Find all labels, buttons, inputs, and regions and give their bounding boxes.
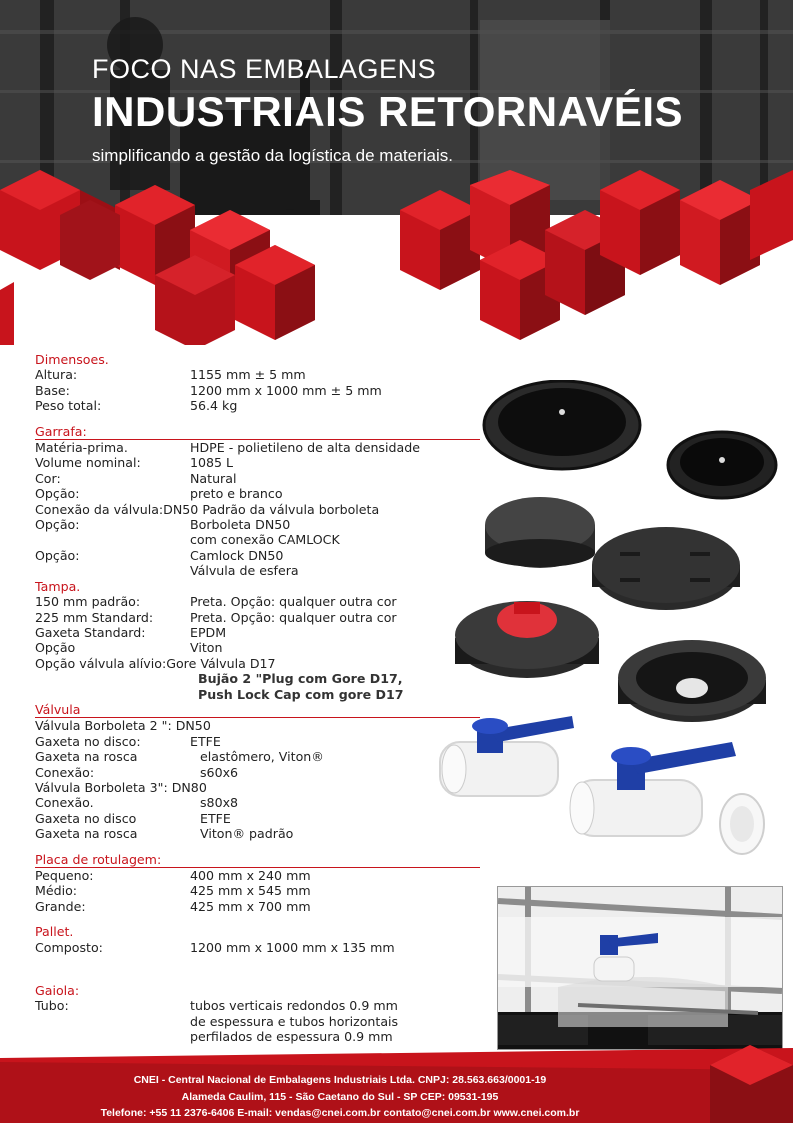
spec-row — [35, 811, 495, 826]
spec-label: Conexão: — [35, 764, 95, 780]
spec-value: Natural — [190, 470, 237, 486]
spec-value: Bujão 2 "Plug com Gore D17, — [198, 671, 403, 687]
spec-row — [35, 780, 495, 795]
valve-dn50-image — [440, 716, 574, 796]
spec-row — [35, 640, 495, 655]
spec-label: Válvula Borboleta 3": — [35, 779, 168, 795]
spec-value: 425 mm x 545 mm — [190, 883, 311, 899]
spec-row — [35, 826, 495, 841]
spec-label: Peso total: — [35, 398, 102, 414]
spec-value: EPDM — [190, 624, 227, 640]
spec-label: Gaxeta no disco: — [35, 733, 141, 749]
spec-label: Válvula Borboleta 2 ": — [35, 718, 172, 734]
spec-row — [35, 765, 495, 780]
spec-label: Médio: — [35, 883, 78, 899]
spec-value: Gore Válvula D17 — [166, 655, 276, 671]
spec-value: Push Lock Cap com gore D17 — [198, 686, 404, 702]
spec-label: Matéria-prima. — [35, 440, 128, 456]
spec-label: Opção válvula alívio: — [35, 655, 167, 671]
spec-row — [35, 687, 495, 702]
spec-row — [35, 998, 495, 1013]
spec-row — [35, 656, 495, 671]
spec-row — [35, 883, 495, 898]
spec-label: 150 mm padrão: — [35, 594, 141, 610]
large-cap-image — [484, 381, 640, 469]
spec-label: Grande: — [35, 898, 86, 914]
spec-row — [35, 734, 495, 749]
spec-label: Pequeno: — [35, 868, 94, 883]
spec-row — [35, 440, 495, 455]
specifications — [35, 352, 495, 1045]
spec-row — [35, 610, 495, 625]
spec-value: 425 mm x 700 mm — [190, 898, 311, 914]
valve-dn80-image — [570, 742, 764, 854]
footer-contact — [0, 1072, 680, 1122]
section-title-placa: Placa de rotulagem: — [35, 852, 480, 868]
spec-value: preto e branco — [190, 486, 283, 502]
spec-label: Gaxeta na rosca — [35, 749, 138, 765]
red-vent-cap-image — [455, 601, 599, 678]
spec-label: Altura: — [35, 367, 78, 383]
spec-label — [35, 671, 198, 686]
hero-heading-line1: FOCO NAS EMBALAGENS — [92, 54, 437, 84]
spec-value: perfilados de espessura 0.9 mm — [190, 1029, 393, 1045]
spec-label: Base: — [35, 382, 70, 398]
section-title-garrafa: Garrafa: — [35, 424, 480, 440]
spec-row — [35, 398, 495, 413]
spec-row — [35, 1014, 495, 1029]
spec-label: Opção: — [35, 547, 80, 563]
hero-subtitle: simplificando a gestão da logística de materiais. — [92, 146, 453, 165]
spec-row — [35, 594, 495, 609]
spec-value: DN50 Padrão da válvula borboleta — [163, 501, 380, 517]
spec-row — [35, 502, 495, 517]
spec-value: ETFE — [200, 810, 231, 826]
spec-label: 225 mm Standard: — [35, 609, 154, 625]
spec-value: DN80 — [171, 779, 207, 795]
section-title-pallet: Pallet. — [35, 924, 74, 940]
footer-company: CNEI - Central Nacional de Embalagens Industriais Ltda. CNPJ: 28.563.663/0001-19 — [133, 1074, 547, 1086]
spec-row — [35, 899, 495, 914]
spec-label: Opção: — [35, 486, 80, 502]
spec-row — [35, 795, 495, 810]
hero-banner — [0, 0, 793, 345]
red-cubes-decoration — [0, 170, 793, 345]
hero-heading-line2: INDUSTRIAIS RETORNAVÉIS — [92, 88, 684, 135]
spec-label: Conexão da válvula: — [35, 501, 164, 517]
ibc-container-photo — [497, 886, 783, 1050]
spec-row — [35, 517, 495, 532]
spec-value: s80x8 — [200, 795, 239, 811]
spec-value: Preta. Opção: qualquer outra cor — [190, 609, 397, 625]
spec-label — [35, 532, 190, 547]
spec-label — [35, 1014, 190, 1029]
spec-label: Opção: — [35, 517, 80, 533]
spec-value: 56.4 kg — [190, 398, 238, 414]
spec-value: HDPE - polietileno de alta densidade — [190, 440, 420, 456]
spec-value: s60x6 — [200, 764, 239, 780]
spec-row — [35, 671, 495, 686]
spec-value: 400 mm x 240 mm — [190, 868, 311, 883]
spec-label: Tubo: — [35, 998, 69, 1014]
spec-value: ETFE — [190, 733, 221, 749]
spec-label: Volume nominal: — [35, 455, 141, 471]
spec-value: Borboleta DN50 — [190, 517, 291, 533]
spec-label — [35, 563, 190, 578]
spec-label: Gaxeta no disco — [35, 810, 137, 826]
footer-address: Alameda Caulim, 115 - São Caetano do Sul - SP CEP: 09531-195 — [181, 1090, 499, 1103]
spec-row — [35, 486, 495, 501]
spec-value: de espessura e tubos horizontais — [190, 1013, 399, 1029]
spec-value: 1200 mm x 1000 mm ± 5 mm — [190, 382, 382, 398]
spec-row — [35, 455, 495, 470]
section-title-dimensoes: Dimensoes. — [35, 352, 109, 367]
spec-label: Conexão. — [35, 795, 94, 811]
ibc-valve-illustration — [498, 887, 782, 1049]
spec-label: Gaxeta na rosca — [35, 826, 138, 842]
spec-label: Cor: — [35, 470, 61, 486]
spec-row — [35, 471, 495, 486]
spec-row — [35, 868, 495, 883]
vented-cap-image — [592, 527, 740, 610]
spec-row — [35, 940, 495, 955]
spec-value: com conexão CAMLOCK — [190, 532, 340, 548]
open-cap-image — [618, 640, 766, 722]
spec-row — [35, 548, 495, 563]
footer-contacts: Telefone: +55 11 2376-6406 E-mail: vendas@cnei.com.br contato@cnei.com.br www.cnei.com.br — [100, 1107, 580, 1119]
product-images — [432, 380, 792, 860]
spec-value: 1200 mm x 1000 mm x 135 mm — [190, 939, 395, 955]
spec-label — [35, 687, 198, 702]
spec-row — [35, 383, 495, 398]
spec-value: tubos verticais redondos 0.9 mm — [190, 998, 398, 1014]
section-title-valvula: Válvula — [35, 702, 480, 718]
section-title-tampa: Tampa. — [35, 578, 81, 594]
spec-value: 1085 L — [190, 455, 234, 471]
spec-row — [35, 718, 495, 733]
spec-row — [35, 563, 495, 578]
spec-value: Camlock DN50 — [190, 547, 284, 563]
section-title-gaiola: Gaiola: — [35, 983, 80, 999]
spec-row — [35, 367, 495, 382]
spec-label: Opção — [35, 640, 76, 656]
spec-value: Preta. Opção: qualquer outra cor — [190, 594, 397, 610]
spec-row — [35, 749, 495, 764]
spec-label: Gaxeta Standard: — [35, 624, 146, 640]
spec-value: Viton — [190, 640, 223, 656]
spec-value: Viton® padrão — [200, 826, 294, 842]
threaded-cap-image — [485, 497, 595, 568]
spec-value: 1155 mm ± 5 mm — [190, 367, 306, 383]
spec-row — [35, 532, 495, 547]
spec-value: Válvula de esfera — [190, 563, 299, 579]
spec-value: DN50 — [175, 718, 211, 734]
spec-value: elastômero, Viton® — [200, 749, 324, 765]
spec-row — [35, 625, 495, 640]
small-cap-image — [668, 432, 776, 498]
spec-label: Composto: — [35, 939, 103, 955]
